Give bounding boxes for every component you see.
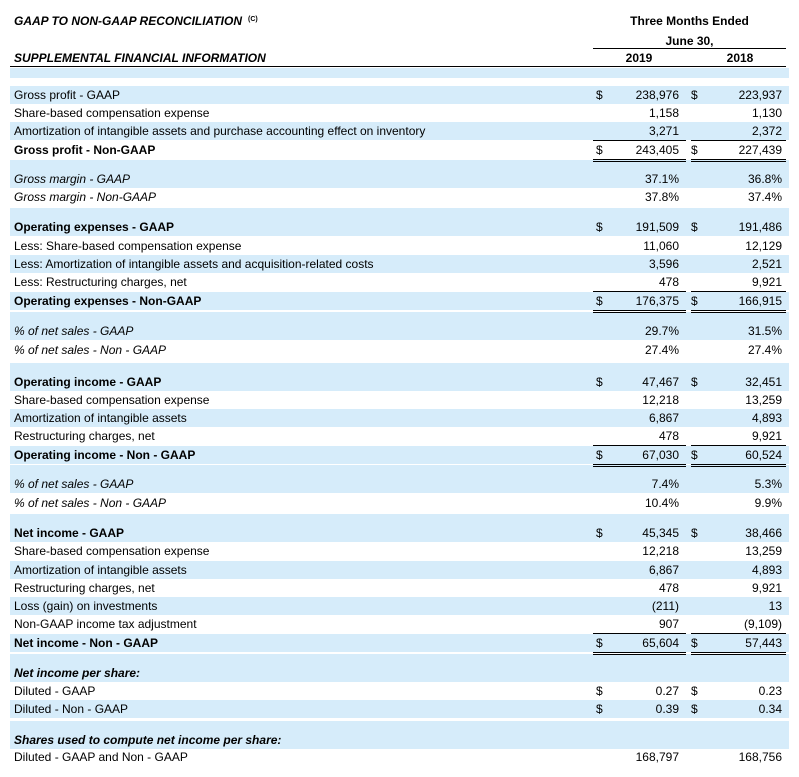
value-cell-2019 [593, 341, 686, 359]
cell-value: 47,467 [642, 375, 679, 389]
cell-value: 9,921 [751, 429, 782, 443]
currency-symbol: $ [691, 684, 698, 698]
value-cell-2019 [593, 446, 686, 467]
currency-symbol: $ [596, 448, 603, 462]
value-cell-2019 [593, 409, 686, 427]
row-label: Gross margin - GAAP [14, 172, 131, 186]
value-cell-2019 [593, 104, 686, 122]
row-label: Diluted - GAAP [14, 684, 96, 698]
row-label: Gross profit - Non-GAAP [14, 143, 156, 157]
row-separator-band [10, 312, 789, 322]
value-cell-2018 [691, 615, 786, 634]
cell-value: 223,937 [738, 88, 782, 102]
value-cell-2018 [691, 524, 786, 542]
currency-symbol: $ [691, 448, 698, 462]
cell-value: 67,030 [642, 448, 679, 462]
cell-value: 4,893 [751, 411, 782, 425]
table-row-opex-gaap [10, 218, 789, 236]
value-cell-2019 [593, 218, 686, 236]
row-label: Operating expenses - Non-GAAP [14, 294, 202, 308]
table-row-shares-diluted [10, 748, 789, 766]
cell-value: 2,521 [751, 257, 782, 271]
table-row-ni-amort [10, 561, 789, 579]
value-cell-2018 [691, 122, 786, 141]
cell-value: 478 [658, 429, 679, 443]
row-label: Less: Restructuring charges, net [14, 275, 187, 289]
table-row-oi-restr [10, 427, 789, 445]
cell-value: 65,604 [642, 636, 679, 650]
value-cell-2018 [691, 561, 786, 579]
cell-value: 478 [658, 275, 679, 289]
value-cell-2018 [691, 373, 786, 391]
row-label: % of net sales - Non - GAAP [14, 496, 167, 510]
currency-symbol: $ [691, 702, 698, 716]
value-cell-2018 [691, 731, 786, 749]
value-cell-2019 [593, 237, 686, 255]
value-cell-2019 [593, 494, 686, 512]
cell-value: 191,509 [635, 220, 679, 234]
cell-value: 12,129 [745, 239, 782, 253]
cell-value: 57,443 [745, 636, 782, 650]
cell-value: 0.27 [655, 684, 679, 698]
row-label: Diluted - Non - GAAP [14, 702, 129, 716]
row-label: Operating income - Non - GAAP [14, 448, 196, 462]
cell-value: 37.8% [644, 190, 679, 204]
currency-symbol: $ [691, 294, 698, 308]
table-row-pct2-nongaap [10, 494, 789, 512]
cell-value: 13 [768, 599, 782, 613]
row-label: % of net sales - GAAP [14, 324, 134, 338]
table-row-oi-sbc [10, 391, 789, 409]
cell-value: (211) [651, 599, 679, 613]
year-2018-header: 2018 [726, 51, 754, 65]
value-cell-2018 [691, 255, 786, 273]
currency-symbol: $ [691, 526, 698, 540]
row-label: Share-based compensation expense [14, 544, 210, 558]
cell-value: 2,372 [751, 124, 782, 138]
cell-value: 6,867 [648, 411, 679, 425]
value-cell-2019 [593, 255, 686, 273]
cell-value: (9,109) [743, 617, 782, 631]
row-label: Restructuring charges, net [14, 581, 155, 595]
cell-value: 478 [658, 581, 679, 595]
value-cell-2018 [691, 475, 786, 493]
table-row-opex-restr [10, 273, 789, 291]
report-title-text: GAAP TO NON-GAAP RECONCILIATION [14, 14, 242, 28]
value-cell-2019 [593, 700, 686, 718]
table-row-gm-gaap [10, 170, 789, 188]
cell-value: 6,867 [648, 563, 679, 577]
cell-value: 5.3% [754, 477, 782, 491]
row-label: Restructuring charges, net [14, 429, 155, 443]
value-cell-2019 [593, 475, 686, 493]
currency-symbol: $ [596, 684, 603, 698]
value-cell-2018 [691, 170, 786, 188]
table-row-gp-amort [10, 122, 789, 140]
currency-symbol: $ [691, 636, 698, 650]
row-separator-band [10, 721, 789, 731]
table-row-pct1-gaap [10, 322, 789, 340]
table-row-opex-sbc [10, 237, 789, 255]
currency-symbol: $ [596, 143, 603, 157]
value-cell-2019 [593, 561, 686, 579]
row-separator-band [10, 514, 789, 524]
period-rule [593, 48, 786, 49]
value-cell-2018 [691, 237, 786, 255]
cell-value: 4,893 [751, 563, 782, 577]
value-cell-2018 [691, 634, 786, 655]
value-cell-2019 [593, 427, 686, 446]
value-cell-2018 [691, 542, 786, 560]
row-label: Amortization of intangible assets [14, 563, 187, 577]
value-cell-2019 [593, 391, 686, 409]
value-cell-2018 [691, 664, 786, 682]
row-label: Net income - GAAP [14, 526, 125, 540]
value-cell-2018 [691, 446, 786, 467]
value-cell-2019 [593, 141, 686, 162]
header-rule [10, 66, 786, 67]
row-separator-band [10, 208, 789, 218]
value-cell-2018 [691, 597, 786, 615]
cell-value: 37.4% [747, 190, 782, 204]
value-cell-2019 [593, 86, 686, 104]
cell-value: 60,524 [745, 448, 782, 462]
cell-value: 166,915 [738, 294, 782, 308]
value-cell-2019 [593, 322, 686, 340]
cell-value: 36.8% [747, 172, 782, 186]
currency-symbol: $ [596, 526, 603, 540]
cell-value: 31.5% [747, 324, 782, 338]
cell-value: 9,921 [751, 275, 782, 289]
cell-value: 3,596 [648, 257, 679, 271]
table-row-gp-nongaap [10, 141, 789, 159]
value-cell-2019 [593, 731, 686, 749]
value-cell-2018 [691, 86, 786, 104]
period-date: June 30, [665, 34, 714, 48]
row-label: Non-GAAP income tax adjustment [14, 617, 197, 631]
value-cell-2019 [593, 748, 686, 766]
cell-value: 191,486 [738, 220, 782, 234]
value-cell-2019 [593, 170, 686, 188]
row-label: Net income per share: [14, 666, 141, 680]
value-cell-2019 [593, 373, 686, 391]
cell-value: 29.7% [644, 324, 679, 338]
value-cell-2019 [593, 634, 686, 655]
year-2019-header: 2019 [625, 51, 653, 65]
table-row-opex-nongaap [10, 292, 789, 310]
table-row-pct2-gaap [10, 475, 789, 493]
value-cell-2019 [593, 122, 686, 141]
cell-value: 27.4% [644, 343, 679, 357]
table-row-gm-nongaap [10, 188, 789, 206]
cell-value: 12,218 [642, 544, 679, 558]
value-cell-2019 [593, 615, 686, 634]
value-cell-2018 [691, 748, 786, 766]
value-cell-2018 [691, 292, 786, 313]
cell-value: 37.1% [644, 172, 679, 186]
value-cell-2018 [691, 141, 786, 162]
cell-value: 168,756 [738, 750, 782, 764]
table-row-shares-head [10, 731, 789, 749]
table-row-ni-nongaap [10, 634, 789, 652]
row-separator-band [10, 68, 789, 78]
row-label: % of net sales - Non - GAAP [14, 343, 167, 357]
value-cell-2018 [691, 700, 786, 718]
cell-value: 1,158 [648, 106, 679, 120]
currency-symbol: $ [596, 88, 603, 102]
table-row-ni-invest [10, 597, 789, 615]
table-row-ni-gaap [10, 524, 789, 542]
row-separator-band [10, 654, 789, 664]
cell-value: 238,976 [635, 88, 679, 102]
row-label: Operating expenses - GAAP [14, 220, 175, 234]
value-cell-2018 [691, 391, 786, 409]
table-row-nips-gaap [10, 682, 789, 700]
row-label: Net income - Non - GAAP [14, 636, 159, 650]
table-row-gp-gaap [10, 86, 789, 104]
value-cell-2019 [593, 292, 686, 313]
table-row-ni-restr [10, 579, 789, 597]
cell-value: 3,271 [648, 124, 679, 138]
cell-value: 45,345 [642, 526, 679, 540]
table-row-nips-head [10, 664, 789, 682]
table-row-opex-amort [10, 255, 789, 273]
row-label: Shares used to compute net income per share: [14, 733, 282, 747]
cell-value: 13,259 [745, 544, 782, 558]
row-label: Share-based compensation expense [14, 393, 210, 407]
row-label: Less: Share-based compensation expense [14, 239, 242, 253]
cell-value: 243,405 [635, 143, 679, 157]
cell-value: 12,218 [642, 393, 679, 407]
currency-symbol: $ [596, 702, 603, 716]
cell-value: 7.4% [651, 477, 679, 491]
cell-value: 13,259 [745, 393, 782, 407]
value-cell-2018 [691, 218, 786, 236]
currency-symbol: $ [596, 294, 603, 308]
cell-value: 27.4% [747, 343, 782, 357]
value-cell-2018 [691, 409, 786, 427]
row-label: Amortization of intangible assets and purchase accounting effect on inventory [14, 124, 426, 138]
row-label: Amortization of intangible assets [14, 411, 187, 425]
cell-value: 176,375 [635, 294, 679, 308]
table-row-nips-nongaap [10, 700, 789, 718]
report-title [14, 14, 258, 28]
currency-symbol: $ [691, 220, 698, 234]
value-cell-2018 [691, 579, 786, 597]
table-row-ni-sbc [10, 542, 789, 560]
cell-value: 9.9% [754, 496, 782, 510]
row-label: Share-based compensation expense [14, 106, 210, 120]
value-cell-2019 [593, 542, 686, 560]
table-row-pct1-nongaap [10, 341, 789, 359]
row-label: Diluted - GAAP and Non - GAAP [14, 750, 188, 764]
cell-value: 11,060 [643, 239, 679, 253]
currency-symbol: $ [596, 375, 603, 389]
row-separator-band [10, 363, 789, 373]
currency-symbol: $ [691, 88, 698, 102]
table-row-oi-amort [10, 409, 789, 427]
row-label: Operating income - GAAP [14, 375, 162, 389]
currency-symbol: $ [691, 375, 698, 389]
table-row-oi-nongaap [10, 446, 789, 464]
value-cell-2018 [691, 427, 786, 446]
value-cell-2018 [691, 682, 786, 700]
cell-value: 0.34 [758, 702, 782, 716]
cell-value: 38,466 [745, 526, 782, 540]
value-cell-2019 [593, 579, 686, 597]
section-heading: SUPPLEMENTAL FINANCIAL INFORMATION [14, 51, 266, 65]
row-label: Gross margin - Non-GAAP [14, 190, 157, 204]
value-cell-2018 [691, 494, 786, 512]
cell-value: 1,130 [751, 106, 782, 120]
table-row-ni-tax [10, 615, 789, 633]
cell-value: 9,921 [751, 581, 782, 595]
value-cell-2019 [593, 597, 686, 615]
value-cell-2018 [691, 341, 786, 359]
value-cell-2019 [593, 188, 686, 206]
cell-value: 168,797 [635, 750, 679, 764]
row-label: Less: Amortization of intangible assets and acquisition-related costs [14, 257, 374, 271]
table-row-gp-sbc [10, 104, 789, 122]
value-cell-2018 [691, 104, 786, 122]
currency-symbol: $ [691, 143, 698, 157]
period-heading: Three Months Ended [630, 14, 749, 28]
value-cell-2018 [691, 273, 786, 292]
cell-value: 227,439 [738, 143, 782, 157]
value-cell-2018 [691, 322, 786, 340]
table-row-oi-gaap [10, 373, 789, 391]
row-label: % of net sales - GAAP [14, 477, 134, 491]
cell-value: 10.4% [644, 496, 679, 510]
cell-value: 907 [658, 617, 679, 631]
row-label: Gross profit - GAAP [14, 88, 121, 102]
row-label: Loss (gain) on investments [14, 599, 158, 613]
cell-value: 0.39 [655, 702, 679, 716]
value-cell-2019 [593, 664, 686, 682]
value-cell-2019 [593, 682, 686, 700]
value-cell-2018 [691, 188, 786, 206]
value-cell-2019 [593, 524, 686, 542]
cell-value: 0.23 [758, 684, 782, 698]
value-cell-2019 [593, 273, 686, 292]
cell-value: 32,451 [745, 375, 782, 389]
report-title-note: (C) [248, 16, 258, 23]
currency-symbol: $ [596, 220, 603, 234]
currency-symbol: $ [596, 636, 603, 650]
